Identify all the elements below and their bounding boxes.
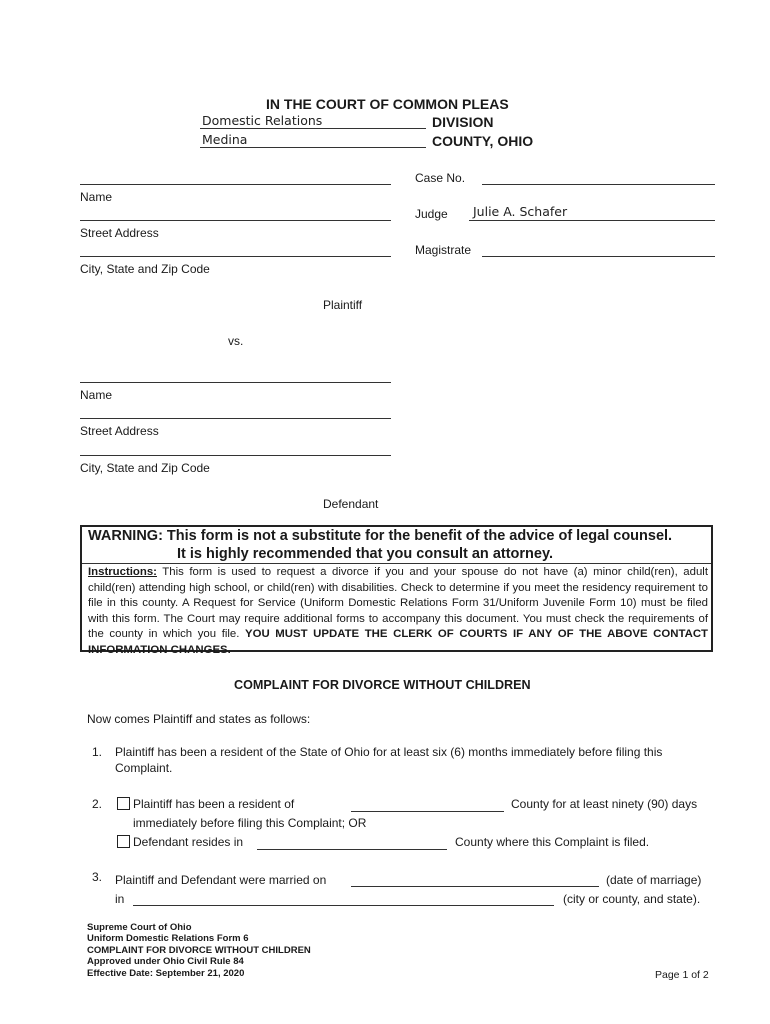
item-1-line-1: Plaintiff has been a resident of the State of Ohio for at least six (6) months immediately before filing this [115,745,663,759]
warning-line-1: WARNING: This form is not a substitute for the benefit of the advice of legal counsel. [88,528,673,544]
item-2-option-1-text-b: County for at least ninety (90) days [511,797,698,811]
item-1-number: 1. [92,745,103,759]
plaintiff-street-line[interactable] [80,220,391,221]
item-1-line-2: Complaint. [115,761,173,775]
plaintiff-name-label: Name [80,190,113,204]
marriage-place-label: (city or county, and state). [563,892,701,906]
plaintiff-name-line[interactable] [80,184,391,185]
footer-line-3: COMPLAINT FOR DIVORCE WITHOUT CHILDREN [87,944,311,956]
item-2-county-line-1[interactable] [351,811,504,812]
footer-line-2: Uniform Domestic Relations Form 6 [87,933,249,945]
item-2-option-2-text-b: County where this Complaint is filed. [455,835,650,849]
item-2-county-line-2[interactable] [257,849,447,850]
county-line [200,147,426,148]
item-2-option-1-text: Plaintiff has been a resident of [133,797,295,811]
marriage-place-line[interactable] [133,905,554,906]
item-3-number: 3. [92,870,103,884]
defendant-name-line[interactable] [80,382,391,383]
plaintiff-city-label: City, State and Zip Code [80,262,210,276]
court-title: IN THE COURT OF COMMON PLEAS [266,96,509,112]
judge-label: Judge [415,207,448,221]
versus-label: vs. [228,334,244,348]
footer-line-4: Approved under Ohio Civil Rule 84 [87,956,244,968]
instructions-label: Instructions: [88,566,157,578]
item-3-line-1: Plaintiff and Defendant were married on [115,873,327,887]
footer-block [87,922,311,979]
defendant-street-line[interactable] [80,418,391,419]
case-no-label: Case No. [415,171,466,185]
item-2-option-1-text-c: immediately before filing this Complaint; OR [133,816,367,830]
defendant-city-line[interactable] [80,455,391,456]
complaint-intro: Now comes Plaintiff and states as follows: [87,712,311,726]
county-field[interactable]: Medina [202,132,248,147]
complaint-title: COMPLAINT FOR DIVORCE WITHOUT CHILDREN [234,678,531,692]
page-number: Page 1 of 2 [655,969,709,981]
instructions-text [88,565,708,659]
case-no-line [482,184,715,185]
plaintiff-role-label: Plaintiff [323,298,363,312]
item-2-option-2-text: Defendant resides in [133,835,244,849]
warning-box [80,525,713,656]
item-2-number: 2. [92,797,103,811]
instructions-body: This form is used to request a divorce if you and your spouse do not have (a) minor child(ren), adult child(ren) attending high school, or child(ren) with disabilities. Check to determine if you meet the residency requirement to file in this county. A Request for Service (Uniform Domestic Relations Form 31/Uniform Juvenile Form 10) must be filed with this form. The Court may require additional forms to accompany this document. You must check the requirements of the county in which you file. [88,566,708,641]
magistrate-line [482,256,715,257]
item-2-option-2-checkbox[interactable] [117,835,130,848]
marriage-date-line[interactable] [351,886,599,887]
magistrate-label: Magistrate [415,243,472,257]
judge-field[interactable]: Julie A. Schafer [473,204,568,219]
county-label: COUNTY, OHIO [432,133,534,149]
defendant-name-label: Name [80,388,113,402]
defendant-street-label: Street Address [80,424,159,438]
division-line [200,128,426,129]
defendant-role-label: Defendant [323,497,379,511]
division-field[interactable]: Domestic Relations [202,113,323,128]
plaintiff-street-label: Street Address [80,226,159,240]
footer-effective-label: Effective Date: [87,967,153,979]
judge-line [469,220,715,221]
item-3-in-label: in [115,892,125,906]
plaintiff-city-line[interactable] [80,256,391,257]
warning-divider [82,563,711,564]
division-label: DIVISION [432,114,494,130]
warning-line-2: It is highly recommended that you consult an attorney. [177,546,553,562]
marriage-date-label: (date of marriage) [606,873,702,887]
instructions-bold: YOU MUST UPDATE THE CLERK OF COURTS IF ANY OF THE ABOVE CONTACT INFORMATION CHANGES. [88,628,708,656]
footer-line-1: Supreme Court of Ohio [87,922,192,933]
footer-effective-date: September 21, 2020 [155,967,245,979]
item-2-option-1-checkbox[interactable] [117,797,130,810]
defendant-city-label: City, State and Zip Code [80,461,210,475]
